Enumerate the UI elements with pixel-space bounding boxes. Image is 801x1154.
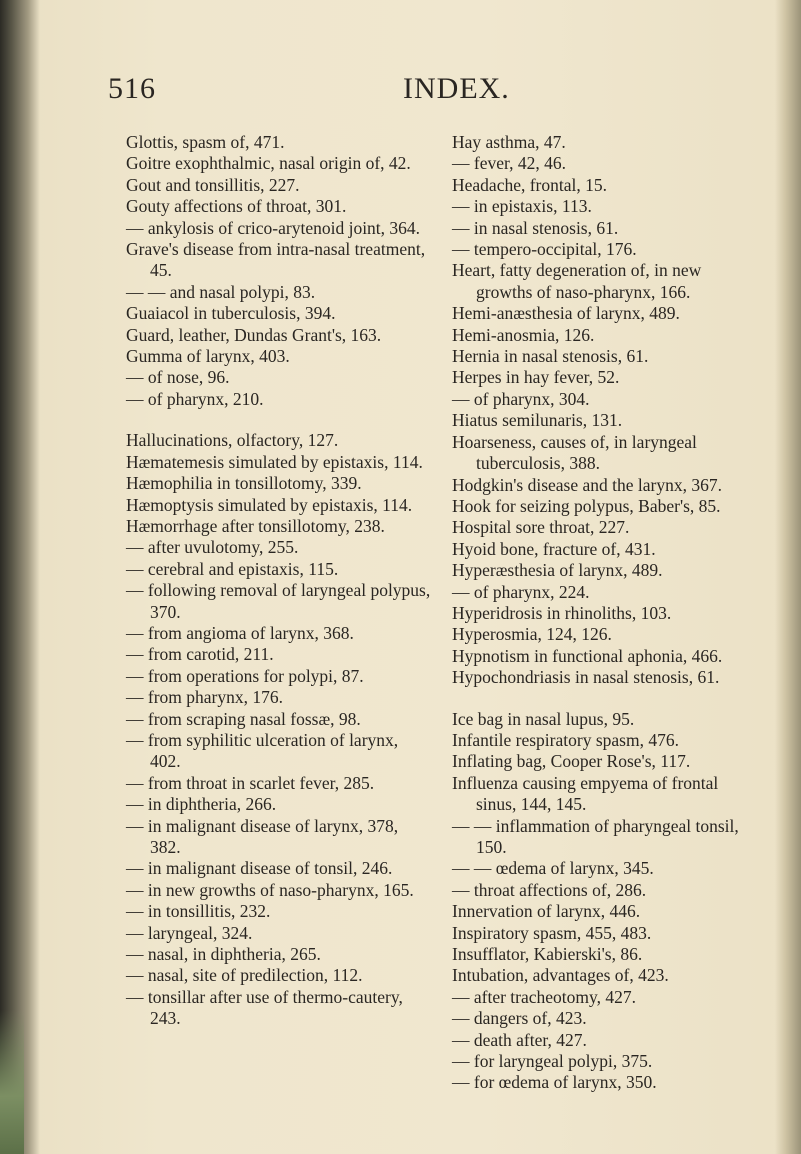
index-entry: Guaiacol in tuberculosis, 394. [126, 303, 336, 324]
index-column-left [126, 132, 433, 1030]
index-entry: Grave's disease from intra-nasal treatment, 45. [126, 239, 426, 281]
index-entry: Hyoid bone, fracture of, 431. [452, 538, 656, 559]
index-entry: — in malignant disease of tonsil, 246. [126, 858, 393, 879]
index-entry: — — œdema of larynx, 345. [452, 858, 654, 879]
index-entry: Hypochondriasis in nasal stenosis, 61. [452, 667, 720, 688]
index-entry: — after tracheotomy, 427. [452, 986, 637, 1007]
index-entry: — from scraping nasal fossæ, 98. [126, 708, 361, 729]
index-entry: — throat affections of, 286. [452, 879, 647, 900]
index-entry: — dangers of, 423. [452, 1008, 587, 1029]
index-entry: — — inflammation of pharyngeal tonsil, 150. [452, 815, 739, 857]
index-entry: Hospital sore throat, 227. [452, 517, 630, 538]
book-spine-shadow [0, 0, 40, 1154]
index-entry: Hay asthma, 47. [452, 132, 566, 152]
index-entry: Gouty affections of throat, 301. [126, 196, 347, 217]
index-entry: — in nasal stenosis, 61. [452, 217, 619, 238]
index-entry: — ankylosis of crico-arytenoid joint, 364. [126, 217, 421, 238]
index-entry: Ice bag in nasal lupus, 95. [452, 708, 635, 729]
index-entry: Hæmorrhage after tonsillotomy, 238. [126, 515, 385, 536]
index-entry: — from syphilitic ulceration of larynx, 402. [126, 729, 399, 772]
index-entry: — death after, 427. [452, 1029, 587, 1050]
index-entry: Gumma of larynx, 403. [126, 346, 290, 367]
index-entry: — after uvulotomy, 255. [126, 537, 299, 558]
index-column-right [452, 132, 752, 1094]
index-entry: Hodgkin's disease and the larynx, 367. [452, 474, 722, 495]
index-entry: — from carotid, 211. [126, 644, 274, 665]
index-entry: Headache, frontal, 15. [452, 174, 607, 195]
index-entry: Influenza causing empyema of frontal sinus, 144, 145. [452, 772, 719, 815]
section-gap [126, 410, 433, 430]
index-entry: Hæmatemesis simulated by epistaxis, 114. [126, 451, 423, 472]
index-entry: — of pharynx, 224. [452, 581, 590, 602]
running-title: INDEX. [403, 72, 510, 105]
index-entry: — nasal, site of predilection, 112. [126, 965, 363, 986]
index-entry: Hoarseness, causes of, in laryngeal tuberculosis, 388. [452, 431, 697, 474]
index-entry: Hyperæsthesia of larynx, 489. [452, 560, 663, 581]
index-entry: Hemi-anæsthesia of larynx, 489. [452, 303, 680, 324]
index-entry: Herpes in hay fever, 52. [452, 367, 620, 388]
index-entry: Hæmophilia in tonsillotomy, 339. [126, 473, 362, 494]
index-entry: Hyperosmia, 124, 126. [452, 624, 612, 645]
index-entry: Insufflator, Kabierski's, 86. [452, 944, 643, 965]
index-entry: — laryngeal, 324. [126, 922, 253, 943]
page-number: 516 [108, 72, 156, 105]
index-entry: — in tonsillitis, 232. [126, 901, 271, 922]
index-entry: — tonsillar after use of thermo-cautery, 243. [126, 986, 403, 1029]
index-entry: Guard, leather, Dundas Grant's, 163. [126, 324, 382, 345]
index-entry: — in malignant disease of larynx, 378, 382. [126, 815, 399, 857]
index-entry: Hiatus semilunaris, 131. [452, 410, 623, 431]
book-spine-cloth [0, 1010, 24, 1154]
index-entry: Inspiratory spasm, 455, 483. [452, 922, 652, 943]
index-entry: — from throat in scarlet fever, 285. [126, 772, 375, 793]
index-entry: Hemi-anosmia, 126. [452, 324, 595, 345]
index-entry: — from angioma of larynx, 368. [126, 622, 354, 643]
section-gap [452, 689, 752, 709]
index-entry: — in diphtheria, 266. [126, 794, 277, 815]
index-entry: — — and nasal polypi, 83. [126, 281, 316, 302]
index-entry: — of nose, 96. [126, 367, 230, 388]
index-entry: — tempero-occipital, 176. [452, 239, 637, 260]
index-entry: Innervation of larynx, 446. [452, 901, 641, 922]
index-entry: Hook for seizing polypus, Baber's, 85. [452, 495, 721, 516]
index-entry: Hyperidrosis in rhinoliths, 103. [452, 602, 672, 623]
index-entry: — for œdema of larynx, 350. [452, 1072, 657, 1093]
index-entry: — for laryngeal polypi, 375. [452, 1051, 653, 1072]
index-entry: — cerebral and epistaxis, 115. [126, 558, 339, 579]
index-entry: Glottis, spasm of, 471. [126, 132, 285, 152]
index-entry: — in new growths of naso-pharynx, 165. [126, 879, 414, 900]
index-entry: — fever, 42, 46. [452, 153, 566, 174]
index-entry: — from operations for polypi, 87. [126, 665, 364, 686]
index-entry: Inflating bag, Cooper Rose's, 117. [452, 751, 691, 772]
index-entry: Intubation, advantages of, 423. [452, 965, 669, 986]
index-entry: Goitre exophthalmic, nasal origin of, 42. [126, 153, 411, 174]
index-entry: — of pharynx, 210. [126, 388, 264, 409]
page-header [108, 72, 668, 112]
index-entry: Heart, fatty degeneration of, in new growths of naso-pharynx, 166. [452, 260, 702, 302]
index-entry: — following removal of laryngeal polypus, 370. [126, 580, 431, 622]
index-entry: Hæmoptysis simulated by epistaxis, 114. [126, 494, 413, 515]
index-entry: Gout and tonsillitis, 227. [126, 174, 300, 195]
index-entry: Hernia in nasal stenosis, 61. [452, 346, 649, 367]
index-entry: Hypnotism in functional aphonia, 466. [452, 645, 723, 666]
page-edge-shadow [775, 0, 801, 1154]
index-entry: — from pharynx, 176. [126, 687, 283, 708]
index-entry: — of pharynx, 304. [452, 388, 590, 409]
index-entry: Infantile respiratory spasm, 476. [452, 729, 679, 750]
index-entry: — nasal, in diphtheria, 265. [126, 944, 321, 965]
index-entry: — in epistaxis, 113. [452, 196, 592, 217]
index-entry: Hallucinations, olfactory, 127. [126, 430, 339, 451]
